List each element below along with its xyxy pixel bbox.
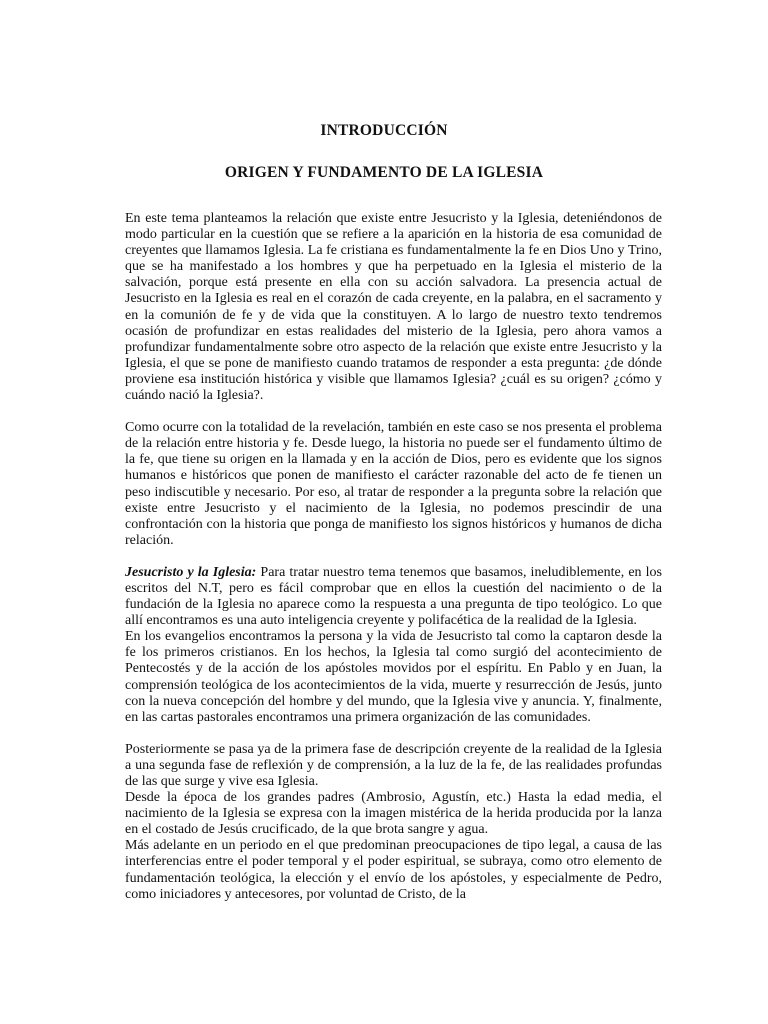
document-title: INTRODUCCIÓN: [320, 122, 448, 139]
document-body: [125, 211, 662, 903]
paragraph-6: Desde la época de los grandes padres (Ambrosio, Agustín, etc.) Hasta la edad media, el nacimiento de la Iglesia se expresa con la imagen mistérica de la herida producida por la lanza en el costado de Jesús crucificado, de la que brota sangre y agua.: [125, 790, 662, 838]
paragraph-3: [125, 565, 662, 629]
paragraph-4: En los evangelios encontramos la persona y la vida de Jesucristo tal como la captaron desde la fe los primeros cristianos. En los hechos, la Iglesia tal como surgió del acontecimiento de Pentecostés y de la acción de los apóstoles movidos por el espíritu. En Pablo y en Juan, la comprensión teológica de los acontecimientos de la vida, muerte y resurrección de Jesús, junto con la nueva concepción del hombre y del mundo, que la Iglesia vive y anuncia. Y, finalmente, en las cartas pastorales encontramos una primera organización de las comunidades.: [125, 629, 662, 725]
document-subtitle: ORIGEN Y FUNDAMENTO DE LA IGLESIA: [224, 164, 544, 181]
paragraph-1: En este tema planteamos la relación que existe entre Jesucristo y la Iglesia, deteniéndonos de modo particular en la cuestión que se refiere a la aparición en la historia de esa comunidad de creyentes que llamamos Iglesia. La fe cristiana es fundamentalmente la fe en Dios Uno y Trino, que se ha manifestado a los hombres y que ha perpetuado en la Iglesia el misterio de la salvación, porque está presente en ella con su acción salvadora. La presencia actual de Jesucristo en la Iglesia es real en el corazón de cada creyente, en la palabra, en el sacramento y en la comunión de fe y de vida que la constituyen. A lo largo de nuestro texto tendremos ocasión de profundizar en estas realidades del misterio de la Iglesia, pero ahora vamos a profundizar fundamentalmente sobre otro aspecto de la relación que existe entre Jesucristo y la Iglesia, el que se pone de manifiesto cuando tratamos de responder a esta pregunta: ¿de dónde proviene esa institución histórica y visible que llamamos Iglesia? ¿cuál es su origen? ¿cómo y cuándo nació la Iglesia?.: [125, 211, 662, 404]
paragraph-2: Como ocurre con la totalidad de la revelación, también en este caso se nos presenta el problema de la relación entre historia y fe. Desde luego, la historia no puede ser el fundamento último de la fe, que tiene su origen en la llamada y en la acción de Dios, pero es evidente que los signos humanos e históricos que ponen de manifiesto el carácter razonable del acto de fe tienen un peso indiscutible y necesario. Por eso, al tratar de responder a la pregunta sobre la relación que existe entre Jesucristo y el nacimiento de la Iglesia, no podemos prescindir de una confrontación con la historia que ponga de manifiesto los signos históricos y humanos de dicha relación.: [125, 420, 662, 548]
paragraph-7: Más adelante en un periodo en el que predominan preocupaciones de tipo legal, a causa de las interferencias entre el poder temporal y el poder espiritual, se subraya, como otro elemento de fundamentación teológica, la elección y el envío de los apóstoles, y especialmente de Pedro, como iniciadores y antecesores, por voluntad de Cristo, de la: [125, 838, 662, 902]
paragraph-3-text: Para tratar nuestro tema tenemos que basamos, ineludiblemente, en los escritos del N.T, pero es fácil comprobar que en ellos la cuestión del nacimiento o de la fundación de la Iglesia no aparece como la respuesta a una pregunta de tipo teológico. Lo que allí encontramos es una auto inteligencia creyente y polifacética de la realidad de la Iglesia.: [125, 564, 663, 629]
section-lead-heading: Jesucristo y la Iglesia:: [125, 564, 257, 580]
paragraph-5: Posteriormente se pasa ya de la primera fase de descripción creyente de la realidad de la Iglesia a una segunda fase de reflexión y de comprensión, a la luz de la fe, de las realidades profundas de las que surge y vive esa Iglesia.: [125, 741, 662, 789]
